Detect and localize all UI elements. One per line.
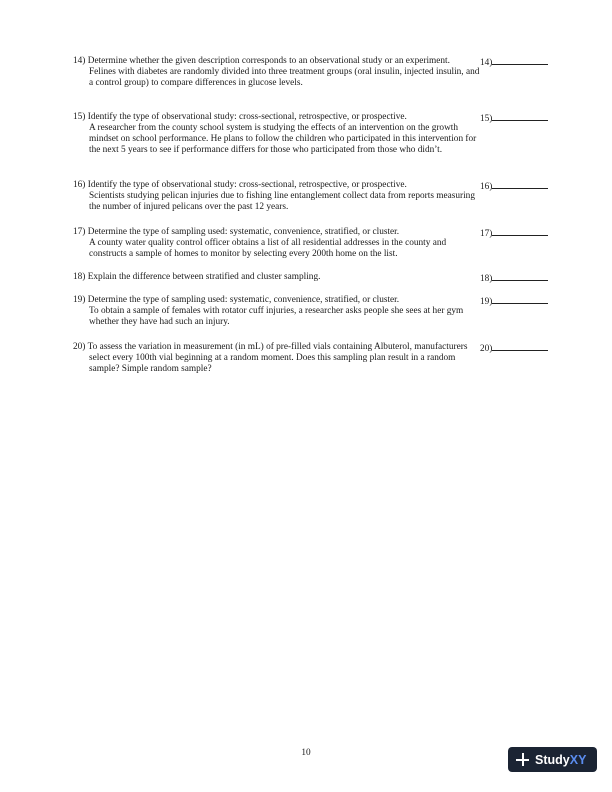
question-body: Scientists studying pelican injuries due to fishing line entanglement collect data from reports measuring the number of injured pelicans over the past 12 years. (89, 191, 475, 213)
question-text (73, 227, 484, 260)
question-body: A county water quality control officer obtains a list of all residential addresses in the county and constructs a sample of homes to monitor by selecting every 200th home on the list. (89, 238, 447, 260)
answer-line[interactable] (492, 112, 548, 121)
answer-label: 19) (480, 297, 493, 307)
question-text (73, 112, 484, 156)
question-number: 15) (73, 112, 86, 122)
question-prompt: To assess the variation in measurement (in mL) of pre-filled vials containing Albuterol, manufacturers select every 100th vial beginning at a random moment. Does this sampling plan result in a random sample? Simple random sample? (87, 342, 468, 375)
question-text (73, 295, 484, 328)
question-text (73, 342, 484, 375)
answer-line[interactable] (492, 295, 548, 304)
page-number: 10 (301, 748, 311, 758)
question-text (73, 272, 484, 283)
answer-blank[interactable] (480, 227, 548, 240)
question-number: 18) (73, 272, 86, 282)
answer-line[interactable] (492, 227, 548, 236)
question-number: 20) (73, 342, 86, 352)
answer-label: 20) (480, 344, 493, 354)
question-body: Felines with diabetes are randomly divided into three treatment groups (oral insulin, injected insulin, and a control group) to compare differences in glucose levels. (89, 67, 480, 89)
answer-label: 17) (480, 229, 493, 239)
badge-brand-accent: XY (569, 752, 587, 767)
answer-blank[interactable] (480, 180, 548, 193)
question-body: To obtain a sample of females with rotator cuff injuries, a researcher asks people she sees at her gym whether they have had such an injury. (89, 306, 464, 328)
answer-blank[interactable] (480, 56, 548, 69)
question-number: 14) (73, 56, 86, 66)
studyxy-badge[interactable] (508, 747, 597, 772)
answer-line[interactable] (492, 342, 548, 351)
question-body: A researcher from the county school system is studying the effects of an intervention on the growth mindset on school performance. He plans to follow the children who participated in this intervention for the next 5 years to see if performance differs for those who participated from those who didn’t. (89, 123, 477, 156)
answer-line[interactable] (492, 180, 548, 189)
answer-blank[interactable] (480, 112, 548, 125)
question-prompt: Determine the type of sampling used: systematic, convenience, stratified, or cluster. (87, 295, 400, 305)
question-number: 17) (73, 227, 86, 237)
answer-blank[interactable] (480, 272, 548, 285)
badge-brand-main: Study (535, 752, 570, 767)
question-prompt: Determine the type of sampling used: systematic, convenience, stratified, or cluster. (87, 227, 400, 237)
answer-label: 14) (480, 58, 493, 68)
question-text (73, 56, 484, 89)
question-prompt: Determine whether the given description corresponds to an observational study or an experiment. (87, 56, 450, 66)
answer-label: 16) (480, 182, 493, 192)
answer-line[interactable] (492, 56, 548, 65)
question-number: 19) (73, 295, 86, 305)
question-number: 16) (73, 180, 86, 190)
answer-label: 18) (480, 274, 493, 284)
question-prompt: Explain the difference between stratified and cluster sampling. (87, 272, 321, 282)
question-prompt: Identify the type of observational study: cross-sectional, retrospective, or prospective. (87, 180, 407, 190)
answer-blank[interactable] (480, 342, 548, 355)
question-text (73, 180, 484, 213)
question-prompt: Identify the type of observational study: cross-sectional, retrospective, or prospective. (87, 112, 407, 122)
answer-label: 15) (480, 114, 493, 124)
answer-line[interactable] (492, 272, 548, 281)
plus-icon (516, 753, 529, 766)
answer-blank[interactable] (480, 295, 548, 308)
